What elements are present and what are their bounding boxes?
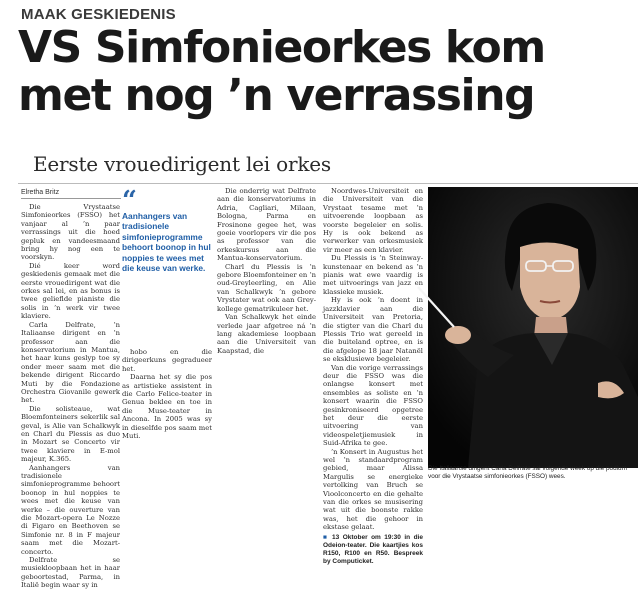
subheadline: Eerste vrouedirigent lei orkes — [33, 152, 331, 176]
paragraph: Delfrate se musiekloopbaan het in haar geboortestad, Parma, in Italië begin waar sy in — [21, 556, 120, 590]
paragraph: Van die vorige verrassings deur die FSSO was die onlangse konsert met ensembles as soliste en ’n konsert waarin die FSSO gesinkroniseerd opgetree het deur die eerste uitvoering van videospeletjiemusiek in Suid-Afrika te gee. — [323, 363, 423, 448]
photo-caption: Die Italiaanse dirigent Carla Delfrate sal volgende week op die podium voor die Vrystaatse simfonieorkes (FSSO) wees. — [428, 465, 627, 480]
pull-quote-text: Aanhangers van tradisionele simfonieprogramme behoort boonop in hul noppies te wees met die keuse van werke. — [122, 211, 211, 274]
paragraph: Die Vrystaatse Simfonieorkes (FSSO) het vanjaar al ’n paar verrassings uit die hoed gepluk en vandeesmaand bring hy nog een te voorskyn. — [21, 203, 120, 262]
paragraph: Du Plessis is ’n Steinway-kunstenaar en bekend as ’n pianis wat ewe vaardig is met uitvoerings van jazz en klassieke musiek. — [323, 254, 423, 296]
paragraph: hobo en die dirigeerkuns gegradueer het. — [122, 348, 212, 373]
quote-mark-icon: “ — [122, 186, 137, 216]
event-info — [323, 534, 423, 566]
paragraph: Dié keer word geskiedenis gemaak met die eerste vrouedirigent wat die orkes sal lei, en as bonus is twee gelieflde pianiste die solis in ’n werk vir twee klaviere. — [21, 261, 120, 321]
divider — [18, 183, 638, 184]
article-column-3 — [217, 187, 316, 485]
conductor-photo — [428, 187, 638, 468]
event-info-text: 13 Oktober om 19:30 in die Odeion-teater. Die kaartjies kos R150, R100 en R50. Bespreek by Computicket. — [323, 533, 423, 565]
article-column-1 — [21, 203, 120, 590]
conductor-illustration — [428, 187, 638, 468]
article-column-4 — [323, 187, 423, 565]
bullet-square-icon: ■ — [323, 533, 329, 541]
headline — [18, 24, 638, 120]
paragraph: Die onderrig wat Delfrate aan die konservatoriums in Adria, Cagliari, Milaan, Bologna, Parma en Frosinone gegee het, was goeie voorlopers vir die pos as professor van die orkeskursus aan die Mantua-konservatorium. — [217, 187, 316, 263]
section-kicker: MAAK GESKIEDENIS — [21, 6, 176, 23]
paragraph: Carla Delfrate, ’n Italiaanse dirigent en ’n professor aan die konservatorium in Mantua, het haar kuns geslyp toe sy onder meer saam met die bekende dirigent Riccardo Muti by die Fondazione Orchestra Giovanile gewerk het. — [21, 320, 120, 405]
paragraph: Van Schalkwyk het einde verlede jaar afgetree ná ’n lang akademiese loopbaan aan die Universiteit van Kaapstad, die — [217, 313, 316, 355]
pull-quote — [122, 186, 214, 274]
paragraph: Charl du Plessis is ’n gebore Bloemfonteiner en ’n oud-Greyleerling, en Alie van Schalkwyk ’n gebore Vrystater wat ook aan Grey-kollege gematrikuleer het. — [217, 262, 316, 313]
headline-line-1: VS Simfonieorkes kom — [18, 22, 545, 73]
byline: Elretha Britz — [21, 189, 60, 196]
paragraph: Die solisteaue, wat Bloemfonteiners sekerlik sal geval, is Alie van Schalkwyk en Charl du Plessis as duo in Mozart se Concerto vir twee klaviere in E-mol majeur, K.365. — [21, 404, 120, 464]
headline-line-2: met nog ’n verrassing — [18, 70, 535, 121]
paragraph: Noordwes-Universiteit en die Universiteit van die Vrystaat tesame met ’n uitvoerende loopbaan as voorste begeleier en solis. Hy is ook bekend as verwerker van orkesmusiek vir meer as een klavier. — [323, 187, 423, 254]
article-column-2 — [122, 348, 212, 485]
paragraph: Hy is ook ’n doent in jazzklavier aan die Universiteit van Pretoria, die stigter van die Charl du Plessis Trio wat gereeld in die buiteland optree, en is die afgelope 18 jaar Natanël se eksklusiewe begeleier. — [323, 296, 423, 364]
paragraph: ’n Konsert in Augustus het wel ’n standaardprogram gebied, maar Alissa Margulis se energieke vertolking van Bruch se Vioolconcerto en die gehalte van die orkes se musisering wat uit die boonste rakke was, het die gehoor in ekstase gelaat. — [323, 447, 423, 532]
paragraph: Aanhangers van tradisionele simfonieprogramme behoort boonop in hul noppies te wees met die keuse van werke – die ouverture van die Mozart-opera Le Nozze di Figaro en Beethoven se Simfonie nr. 8 in F majeur saam met die Mozart-concerto. — [21, 463, 120, 556]
paragraph: Daarna het sy die pos as artistieke assistent in die Carlo Felice-teater in Genua beklee en toe in die Muse-teater in Ancona. In 2005 was sy in dieselfde pos saam met Muti. — [122, 373, 212, 441]
byline-divider — [21, 198, 121, 199]
